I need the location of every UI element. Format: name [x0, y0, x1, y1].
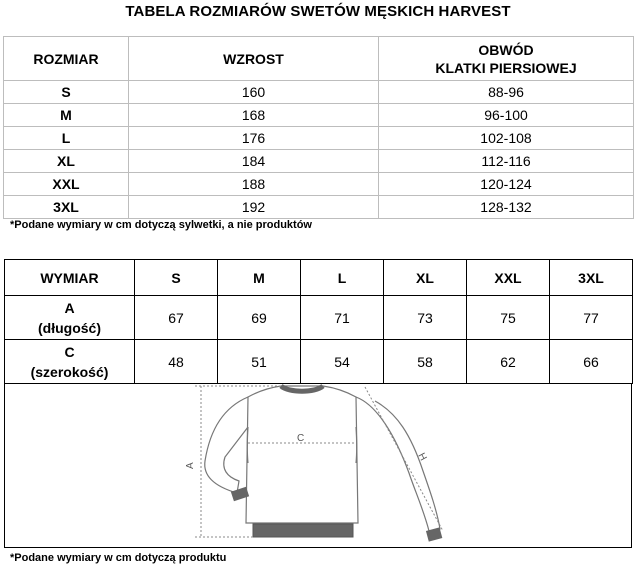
table-row [4, 81, 634, 104]
row-chest: 102-108 [379, 127, 634, 150]
sweater-diagram [5, 383, 633, 548]
dimension-a-label: A [185, 462, 196, 469]
sweater-diagram-box [4, 383, 632, 548]
table-cell: 77 [550, 296, 633, 340]
table-cell: 54 [301, 340, 384, 384]
dimension-h-line [365, 387, 443, 531]
dimension-name: (szerokość) [30, 363, 109, 380]
dimension-label [5, 340, 135, 384]
header-chest [379, 37, 634, 81]
dimension-label [5, 296, 135, 340]
body-measure-note: *Podane wymiary w cm dotyczą sylwetki, a nie produktów [10, 219, 312, 231]
table-row [4, 127, 634, 150]
table-cell: 66 [550, 340, 633, 384]
row-height: 188 [129, 173, 379, 196]
table-cell: 48 [135, 340, 218, 384]
header-size: ROZMIAR [4, 37, 129, 81]
table-row-width [5, 340, 633, 384]
table-cell: 75 [467, 296, 550, 340]
row-chest: 128-132 [379, 196, 634, 219]
page-title: TABELA ROZMIARÓW SWETÓW MĘSKICH HARVEST [125, 3, 511, 20]
row-height: 192 [129, 196, 379, 219]
row-size: L [4, 127, 129, 150]
table-cell: 73 [384, 296, 467, 340]
row-height: 176 [129, 127, 379, 150]
table-row-length [5, 296, 633, 340]
dimension-c-label: C [297, 433, 305, 444]
product-dimension-table [4, 259, 633, 384]
table-row [4, 150, 634, 173]
row-chest: 96-100 [379, 104, 634, 127]
header-size-l: L [301, 260, 384, 296]
table-cell: 51 [218, 340, 301, 384]
row-size: XXL [4, 173, 129, 196]
row-size: 3XL [4, 196, 129, 219]
header-size-s: S [135, 260, 218, 296]
table-row [4, 104, 634, 127]
table-cell: 58 [384, 340, 467, 384]
header-size-xl: XL [384, 260, 467, 296]
sweater-right-sleeve [356, 397, 440, 531]
header-chest-line2: KLATKI PIERSIOWEJ [435, 59, 577, 76]
product-measure-note: *Podane wymiary w cm dotyczą produktu [10, 552, 227, 564]
header-dimension: WYMIAR [5, 260, 135, 296]
row-chest: 120-124 [379, 173, 634, 196]
dimension-letter: A [64, 299, 75, 316]
header-size-3xl: 3XL [550, 260, 633, 296]
table-cell: 62 [467, 340, 550, 384]
table-row [4, 196, 634, 219]
header-size-m: M [218, 260, 301, 296]
table-header-row [5, 260, 633, 296]
sweater-collar [281, 386, 323, 391]
header-size-xxl: XXL [467, 260, 550, 296]
dimension-letter: C [64, 343, 75, 360]
row-size: S [4, 81, 129, 104]
table-cell: 69 [218, 296, 301, 340]
table-cell: 71 [301, 296, 384, 340]
header-height: WZROST [129, 37, 379, 81]
sweater-waistband [253, 524, 353, 537]
sweater-left-sleeve [205, 397, 248, 493]
table-header-row [4, 37, 634, 81]
table-cell: 67 [135, 296, 218, 340]
header-chest-line1: OBWÓD [478, 41, 534, 58]
row-height: 168 [129, 104, 379, 127]
row-chest: 88-96 [379, 81, 634, 104]
row-size: XL [4, 150, 129, 173]
row-size: M [4, 104, 129, 127]
dimension-h-label: H [415, 451, 429, 463]
body-size-table [3, 36, 634, 219]
row-height: 160 [129, 81, 379, 104]
sweater-body-outline [246, 386, 358, 523]
table-row [4, 173, 634, 196]
row-chest: 112-116 [379, 150, 634, 173]
dimension-name: (długość) [38, 319, 101, 336]
row-height: 184 [129, 150, 379, 173]
